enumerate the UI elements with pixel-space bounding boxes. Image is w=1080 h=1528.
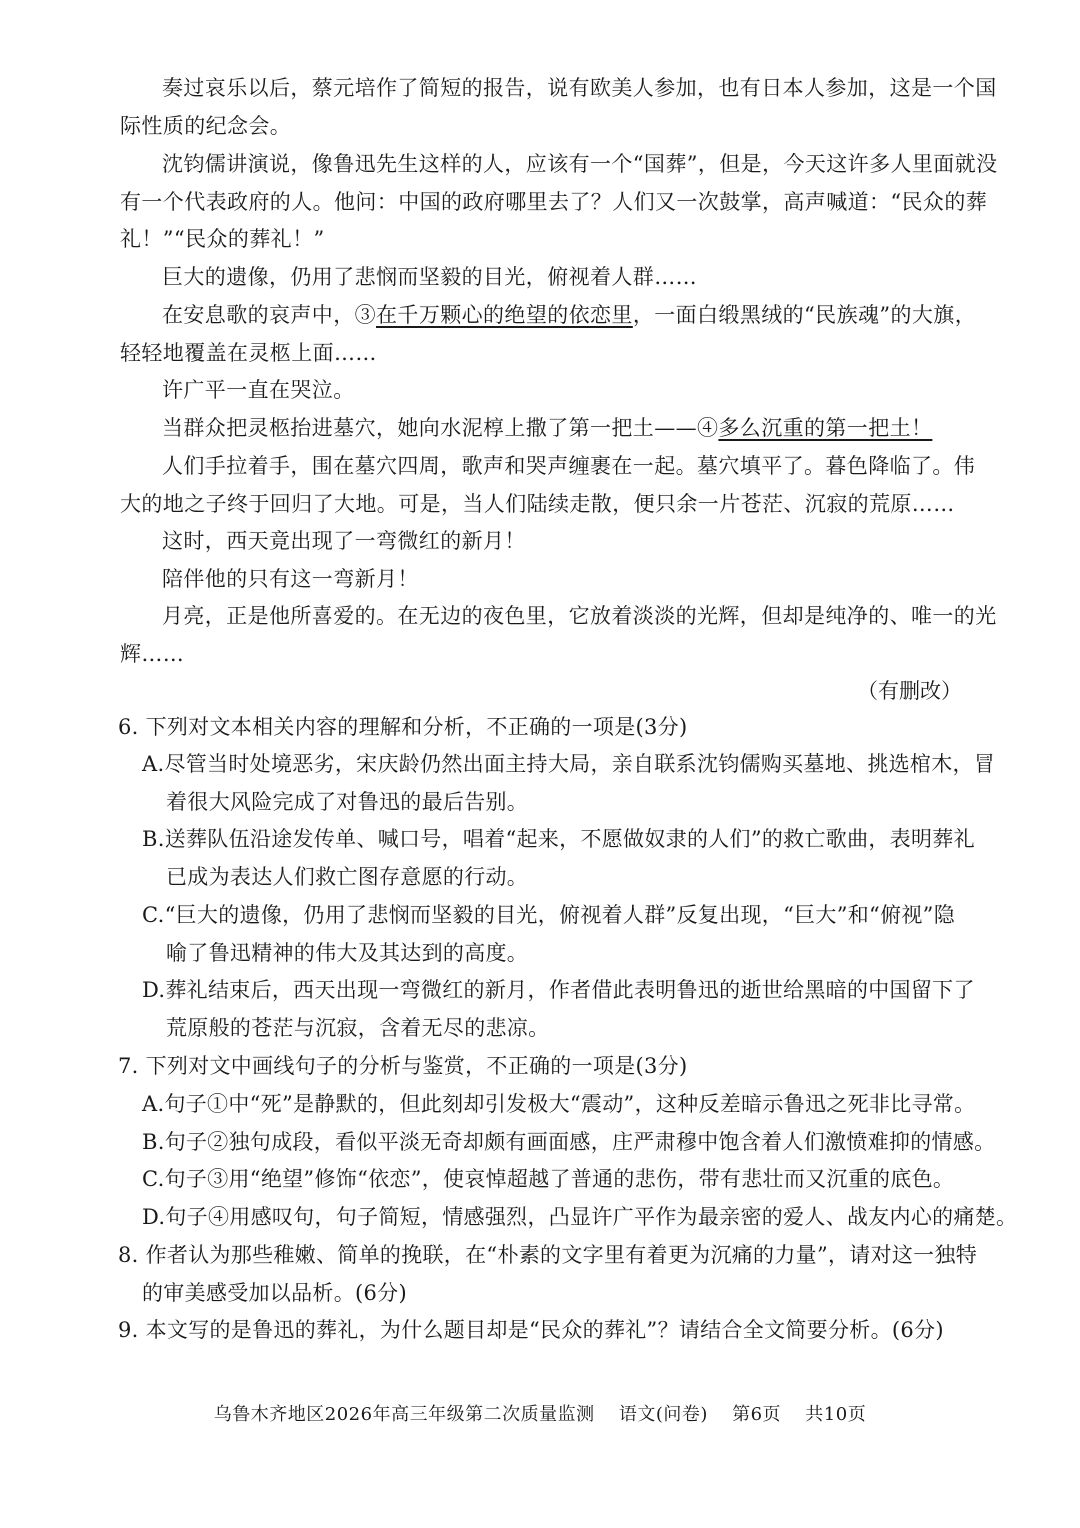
text-line: 许广平一直在哭泣。 [162, 378, 355, 402]
paragraph-6 [120, 410, 970, 448]
question-text: 的审美感受加以品析。(6分) [142, 1280, 407, 1305]
question-7-option-a [142, 1086, 974, 1124]
question-9 [118, 1312, 974, 1350]
paragraph-2 [120, 146, 998, 259]
paragraph-8 [120, 523, 970, 561]
question-6-option-b [142, 821, 974, 896]
text-line: 轻轻地覆盖在灵柩上面…… [120, 340, 377, 365]
source-credit: （有删改） [857, 679, 962, 703]
text-line: 奏过哀乐以后，蔡元培作了简短的报告，说有欧美人参加，也有日本人参加，这是一个国 [162, 76, 997, 100]
question-text: 8. 作者认为那些稚嫩、简单的挽联，在“朴素的文字里有着更为沉痛的力量”，请对这一独特 [118, 1243, 978, 1267]
paragraph-1 [120, 70, 997, 145]
text-line: 大的地之子终于回归了大地。可是，当人们陆续走散，便只余一片苍茫、沉寂的荒原…… [120, 491, 955, 516]
question-7-option-d [142, 1199, 1018, 1237]
question-6-option-d [142, 972, 974, 1047]
paragraph-5 [120, 372, 970, 410]
option-text: 着很大风险完成了对鲁迅的最后告别。 [166, 789, 529, 814]
subject-label: 语文(问卷) [618, 1404, 708, 1425]
text-segment: 在安息歌的哀声中， [162, 303, 355, 327]
option-text: B.句子②独句成段，看似平淡无奇却颇有画面感，庄严肃穆中饱含着人们激愤难抑的情感。 [142, 1130, 996, 1154]
question-8 [118, 1237, 978, 1312]
sentence-marker-4: ④ [697, 416, 719, 440]
question-7-option-b [142, 1124, 996, 1162]
underlined-sentence-3: 在千万颗心的绝望的依恋里 [376, 303, 633, 327]
text-line: 礼！”“民众的葬礼！” [120, 227, 325, 251]
option-text: D.葬礼结束后，西天出现一弯微红的新月，作者借此表明鲁迅的逝世给黑暗的中国留下了 [142, 978, 975, 1002]
text-segment: ，一面白缎黑绒的“民族魂”的大旗， [632, 303, 977, 327]
text-line: 月亮，正是他所喜爱的。在无边的夜色里，它放着淡淡的光辉，但却是纯净的、唯一的光 [162, 604, 997, 628]
page-footer [0, 1400, 1080, 1426]
underlined-sentence-4: 多么沉重的第一把土！ [718, 416, 933, 440]
exam-title: 乌鲁木齐地区2026年高三年级第二次质量监测 [213, 1404, 595, 1425]
option-text: D.句子④用感叹句，句子简短，情感强烈，凸显许广平作为最亲密的爱人、战友内心的痛楚。 [142, 1205, 1018, 1229]
option-text: 喻了鲁迅精神的伟大及其达到的高度。 [166, 940, 529, 965]
text-line: 辉…… [120, 641, 185, 666]
question-6-option-a [142, 746, 996, 821]
paragraph-10 [120, 598, 997, 673]
text-line: 陪伴他的只有这一弯新月！ [162, 567, 419, 591]
text-segment: 当群众把灵柩抬进墓穴，她向水泥椁上撒了第一把土—— [162, 416, 697, 440]
option-text: 荒原般的苍茫与沉寂，含着无尽的悲凉。 [166, 1015, 550, 1040]
text-line: 巨大的遗像，仍用了悲悯而坚毅的目光，俯视着人群…… [162, 265, 697, 289]
paragraph-9 [120, 561, 970, 599]
option-text: B.送葬队伍沿途发传单、喊口号，唱着“起来，不愿做奴隶的人们”的救亡歌曲，表明葬礼 [142, 827, 975, 851]
option-text: C.“巨大的遗像，仍用了悲悯而坚毅的目光，俯视着人群”反复出现，“巨大”和“俯视”隐 [142, 903, 956, 927]
option-text: A.尽管当时处境恶劣，宋庆龄仍然出面主持大局，亲自联系沈钧儒购买墓地、挑选棺木，冒 [142, 752, 996, 776]
paragraph-4 [120, 297, 977, 372]
text-line: 人们手拉着手，围在墓穴四周，歌声和哭声缠裹在一起。墓穴填平了。暮色降临了。伟 [162, 454, 976, 478]
total-pages: 共10页 [805, 1404, 867, 1425]
option-text: C.句子③用“绝望”修饰“依恋”，使哀悼超越了普通的悲伤，带有悲壮而又沉重的底色。 [142, 1167, 955, 1191]
text-line: 这时，西天竟出现了一弯微红的新月！ [162, 529, 526, 553]
text-line [120, 410, 970, 448]
text-line [120, 297, 977, 335]
text-line: 沈钧儒讲演说，像鲁迅先生这样的人，应该有一个“国葬”，但是，今天这许多人里面就没 [162, 152, 998, 176]
text-line: 际性质的纪念会。 [120, 113, 292, 138]
option-text: A.句子①中“死”是静默的，但此刻却引发极大“震动”，这种反差暗示鲁迅之死非比寻常。 [142, 1092, 976, 1116]
question-7-option-c [142, 1161, 974, 1199]
sentence-marker-3: ③ [354, 303, 377, 327]
question-7-stem: 7. 下列对文中画线句子的分析与鉴赏，不正确的一项是(3分) [118, 1054, 688, 1078]
question-6-option-c [142, 897, 974, 972]
page-number: 第6页 [732, 1404, 782, 1425]
option-text: 已成为表达人们救亡图存意愿的行动。 [166, 864, 529, 889]
paragraph-7 [120, 448, 976, 523]
question-6-stem: 6. 下列对文本相关内容的理解和分析，不正确的一项是(3分) [118, 715, 688, 739]
question-text: 9. 本文写的是鲁迅的葬礼，为什么题目却是“民众的葬礼”？请结合全文简要分析。(6分) [118, 1318, 944, 1342]
text-line: 有一个代表政府的人。他问：中国的政府哪里去了？人们又一次鼓掌，高声喊道：“民众的葬 [120, 189, 988, 214]
paragraph-3 [120, 259, 970, 297]
